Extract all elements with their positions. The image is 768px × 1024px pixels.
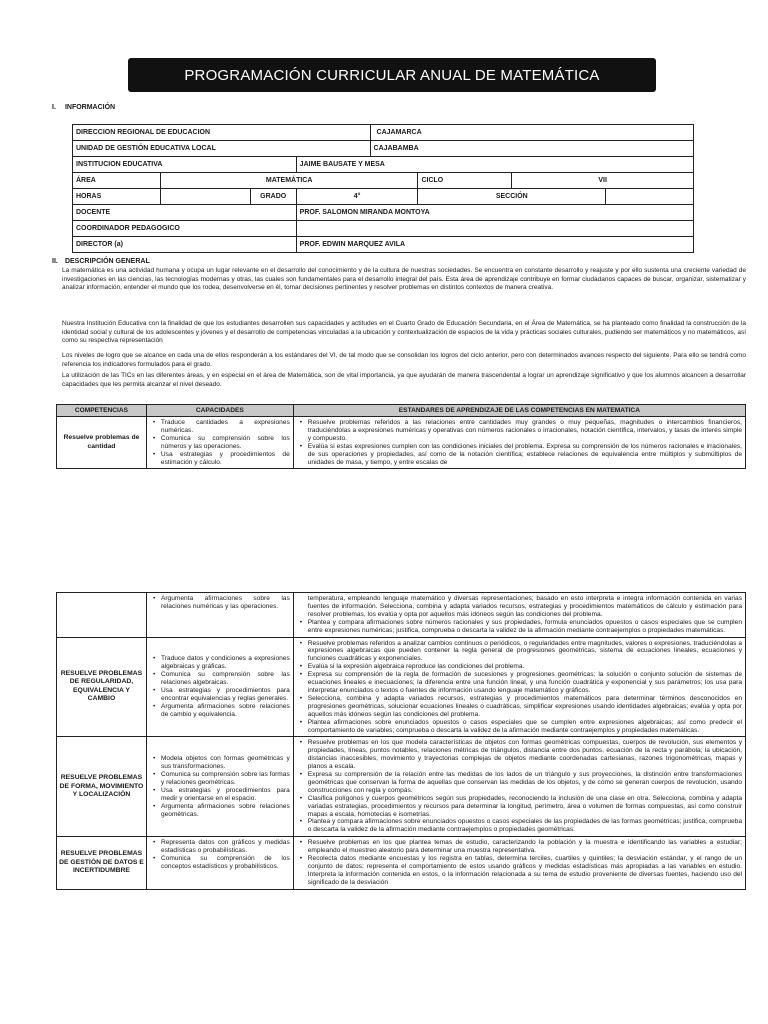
director-label: DIRECTOR (a): [73, 237, 297, 253]
list-item: • Expresa su comprensión de la relación entre las medidas de los lados de un triángulo y sus proyecciones, la distinción entre transformaciones geométricas que conservan la forma de aquellas que conservan las medidas de los objetos, y de cómo se generan cuerpos de revolución, usando construcciones con regla y compás.: [298, 771, 742, 795]
list-item: • Resuelve problemas en los que plantea temas de estudio, caracterizando la población y la muestra e identificando las variables a estudiar; empleando el muestreo aleatorio para determinar una muestra representativa.: [298, 839, 742, 855]
standards-continued-text: temperatura, empleando lenguaje matemático y diversas representaciones; basado en esto interpreta e integra información contenida en varias fuentes de información. Selecciona, combina y adapta variados recursos, estrategias y procedimientos matemáticos de cálculo y estimación para resolver problemas, los evalúa y opta por aquellos más idóneos según las condiciones del problema.: [307, 595, 742, 618]
list-item: • Traduce datos y condiciones a expresiones algebraicas y gráficas.: [151, 655, 290, 671]
list-item: • Argumenta afirmaciones sobre las relaciones numéricas y las operaciones.: [151, 595, 290, 611]
description-paragraph-1: La matemática es una actividad humana y ocupa un lugar relevante en el desarrollo del conocimiento y de la cultura de nuestras sociedades. Se encuentra en constante desarrollo y reajuste y por ello sustenta una creciente variedad de investigaciones en las ciencias, las tecnologías modernas y otras, las cuales son fundamentales para el desarrollo integral del país. Esta área de aprendizaje contribuye en formar ciudadanos capaces de buscar, organizar, sistematizar y analizar información, entender el mundo que los rodea, desenvolverse en él, tomar decisiones pertinentes y resolver problemas en distintos contextos de manera creativa.: [62, 267, 746, 292]
info-row-dre: [73, 125, 694, 141]
info-row-docente: [73, 205, 694, 221]
standards-cell: [293, 637, 745, 737]
docente-label: DOCENTE: [73, 205, 297, 221]
ie-label: INSTITUCION EDUCATIVA: [73, 157, 297, 173]
list-item: • Usa estrategias y procedimientos de estimación y cálculo.: [151, 451, 290, 467]
table-row: [57, 737, 746, 837]
table-row: [57, 593, 746, 638]
list-item: • Comunica su comprensión sobre las formas y relaciones geométricas.: [151, 771, 290, 787]
capacities-cell: [146, 593, 293, 638]
description-paragraph-2: Nuestra Institución Educativa con la finalidad de que los estudiantes desarrollen sus capacidades y actitudes en el Cuarto Grado de Educación Secundaria, en el Área de Matemática, se ha planteado como finalidad la construcción de la identidad social y cultural de los adolescentes y jóvenes y el desarrollo de competencias vinculadas a la ubicación y contextualización de espacios de la vida y prácticas sociales culturales, pudiendo ser matemáticos y no matemáticos, así como su respectiva representación: [62, 320, 746, 345]
list-item: • Evalúa si estas expresiones cumplen con las condiciones iniciales del problema. Expresa su comprensión de los números racionales e irracionales, de sus operaciones y propiedades, así como de la notación científica; establece relaciones de equivalencia entre múltiplos y submúltiplos de unidades de masa, y tiempo, y entre escalas de: [298, 443, 742, 467]
ie-value: JAIME BAUSATE Y MESA: [296, 157, 693, 173]
competencies-table: [56, 404, 746, 469]
table-row: [57, 637, 746, 737]
list-item: • Plantea afirmaciones sobre enunciados opuestos o casos especiales que se cumplen entre expresiones algebraicas; así como predecir el comportamiento de variables; comprueba o descarta la validez de la afirmación mediante contraejemplos y propiedades matemáticas.: [298, 719, 742, 735]
section-descripcion-heading: II. DESCRIPCIÓN GENERAL: [52, 258, 150, 265]
competencies-table-continued: [56, 592, 746, 890]
info-row-horas: [73, 189, 694, 205]
table-row: [57, 417, 746, 469]
capacities-cell: [146, 637, 293, 737]
list-item: • Resuelve problemas en los que modela características de objetos con formas geométricas compuestas, cuerpos de revolución, sus elementos y propiedades, líneas, puntos notables, relaciones métricas de triángulos, distancia entre dos puntos, ecuación de la recta y parábola; la ubicación, distancias inaccesibles, movimiento y trayectorias complejas de objetos mediante coordenadas cartesianas, razones trigonométricas, mapas y planos a escala.: [298, 739, 742, 771]
list-item: • Usa estrategias y procedimientos para encontrar equivalencias y reglas generales.: [151, 687, 290, 703]
list-item: • Plantea y compara afirmaciones sobre enunciados opuestos o casos especiales de las propiedades de las formas geométricas; justifica, comprueba o descarta la validez de la afirmación mediante contraejemplos o propiedades geométricas.: [298, 818, 742, 834]
dre-value: CAJAMARCA: [370, 125, 693, 141]
competencies-header-row: [57, 405, 746, 417]
competency-name-continued: [57, 593, 147, 638]
ciclo-value: VII: [512, 173, 694, 189]
list-item: • Argumenta afirmaciones sobre relaciones geométricas.: [151, 803, 290, 819]
info-row-area: [73, 173, 694, 189]
competency-name: RESUELVE PROBLEMAS DE GESTIÓN DE DATOS E INCERTIDUMBRE: [57, 837, 147, 889]
competency-name: RESUELVE PROBLEMAS DE REGULARIDAD, EQUIVALENCIA Y CAMBIO: [57, 637, 147, 737]
header-capacidades: CAPACIDADES: [146, 405, 293, 417]
list-item: • Resuelve problemas referidos a las relaciones entre cantidades muy grandes o muy pequeñas, magnitudes o intercambios financieros, traduciéndolas a expresiones numéricas y operativas con números racionales o irracionales, notación científica, intervalos, y tasas de interés simple y compuesto.: [298, 419, 742, 443]
competencies-table-page1: [56, 404, 746, 483]
document-title: PROGRAMACIÓN CURRICULAR ANUAL DE MATEMÁTICA: [128, 58, 656, 92]
list-item: • Plantea y compara afirmaciones sobre números racionales y sus propiedades, formula enunciados opuestos o casos especiales que se cumplen entre expresiones numéricas; justifica, comprueba o descarta la validez de la afirmación mediante contraejemplos o propiedades matemáticas.: [298, 619, 742, 635]
docente-value: PROF. SALOMON MIRANDA MONTOYA: [296, 205, 693, 221]
grado-value: 4°: [296, 189, 418, 205]
area-label: ÁREA: [73, 173, 161, 189]
seccion-label: SECCIÓN: [418, 189, 606, 205]
director-value: PROF. EDWIN MARQUEZ AVILA: [296, 237, 693, 253]
list-item: • Representa datos con gráficos y medidas estadísticas o probabilísticas.: [151, 839, 290, 855]
ugel-label: UNIDAD DE GESTIÓN EDUCATIVA LOCAL: [73, 141, 371, 157]
ugel-value: CAJABAMBA: [370, 141, 693, 157]
list-item: • Clasifica polígonos y cuerpos geométricos según sus propiedades, reconociendo la inclusión de una clase en otra. Selecciona, combina y adapta variadas estrategias, procedimientos y recursos para determinar la longitud, perímetro, área o volumen de formas compuestas, así como construir mapas a escala, homotecias e isometrías.: [298, 795, 742, 819]
capacities-cell: [146, 417, 293, 469]
list-item: • Resuelve problemas referidos a analizar cambios continuos o periódicos, o regularidades entre magnitudes, valores o expresiones, traduciéndolas a expresiones algebraicas que pueden contener la regla general de progresiones geométricas, sistema de ecuaciones lineales, ecuaciones y funciones cuadráticas y exponenciales.: [298, 640, 742, 664]
capacities-cell: [146, 837, 293, 889]
coordinador-value: [296, 221, 693, 237]
coordinador-label: COORDINADOR PEDAGOGICO: [73, 221, 297, 237]
competency-name: RESUELVE PROBLEMAS DE FORMA, MOVIMIENTO Y LOCALIZACIÓN: [57, 737, 147, 837]
competency-name: Resuelve problemas de cantidad: [57, 417, 147, 469]
info-row-ie: [73, 157, 694, 173]
list-item: • Selecciona, combina y adapta variados recursos, estrategias y procedimientos matemáticos para determinar términos desconocidos en progresiones geométricas, solucionar ecuaciones lineales o cuadráticas, simplificar expresiones usando identidades algebraicas; evalúa y opta por aquellos más idóneos según las condiciones del problema.: [298, 695, 742, 719]
ciclo-label: CICLO: [418, 173, 512, 189]
list-item: • Comunica su comprensión de los conceptos estadísticos y probabilísticos.: [151, 855, 290, 871]
capacities-cell: [146, 737, 293, 837]
list-item: • Expresa su comprensión de la regla de formación de sucesiones y progresiones geométricas; la solución o conjunto solución de sistemas de ecuaciones lineales e inecuaciones; la diferencia entre una función lineal, y una función cuadrática y exponencial y sus parámetros; los usa para interpretar enunciados o textos o fuentes de información usando lenguaje matemático y gráficos.: [298, 671, 742, 695]
section-informacion-heading: I. INFORMACIÓN: [52, 104, 116, 111]
information-table: [72, 124, 694, 253]
standards-cell: [293, 837, 745, 889]
dre-label: DIRECCION REGIONAL DE EDUCACION: [73, 125, 371, 141]
header-estandares: ESTANDARES DE APRENDIZAJE DE LAS COMPETENCIAS EN MATEMATICA: [293, 405, 745, 417]
standards-cell: [293, 593, 745, 638]
list-item: • Recolecta datos mediante encuestas y los registra en tablas, determina terciles, cuartiles y quintiles; la desviación estándar, y el rango de un conjunto de datos; representa el comportamiento de estos usando gráficos y medidas estadísticas más apropiadas a las variables en estudio. Interpreta la información contenida en estos, o la información relacionada a su tema de estudio proveniente de diversas fuentes, haciendo uso del significado de la desviación: [298, 855, 742, 887]
list-item: • Traduce cantidades a expresiones numéricas.: [151, 419, 290, 435]
list-item: • Argumenta afirmaciones sobre relaciones de cambio y equivalencia.: [151, 703, 290, 719]
table-row: [57, 837, 746, 889]
horas-label: HORAS: [73, 189, 161, 205]
standards-cell: [293, 737, 745, 837]
description-paragraph-4: La utilización de las TICs en las diferentes áreas, y en especial en el área de Matemática, son de vital importancia, ya que ayudarán de manera trascendental a lograr un aprendizaje significativo y que los alumnos alcancen a desarrollar capacidades que les permita alcanzar el nivel deseado.: [62, 372, 746, 388]
seccion-value: [606, 189, 694, 205]
header-competencias: COMPETENCIAS: [57, 405, 147, 417]
standards-cell: [293, 417, 745, 469]
horas-value: [160, 189, 250, 205]
list-item: • Comunica su comprensión sobre las relaciones algebraicas.: [151, 671, 290, 687]
list-item: • Modela objetos con formas geométricas y sus transformaciones.: [151, 755, 290, 771]
info-row-coordinador: [73, 221, 694, 237]
area-value: MATEMÁTICA: [160, 173, 418, 189]
list-item: • Evalúa si la expresión algebraica reproduce las condiciones del problema.: [298, 663, 742, 671]
info-row-director: [73, 237, 694, 253]
grado-label: GRADO: [250, 189, 296, 205]
description-paragraph-3: Los niveles de logro que se alcance en cada una de ellos responderán a los estándares del VI, de tal modo que se consolidan los logros del ciclo anterior, pero con determinados avances respecto del siguiente. Para ello se tendrá como referencia los indicadores formulados para el grado.: [62, 352, 746, 368]
list-item: • Comunica su comprensión sobre los números y las operaciones.: [151, 435, 290, 451]
competencies-table-page2: [56, 592, 746, 1024]
info-row-ugel: [73, 141, 694, 157]
list-item: • Usa estrategias y procedimientos para medir y orientarse en el espacio.: [151, 787, 290, 803]
